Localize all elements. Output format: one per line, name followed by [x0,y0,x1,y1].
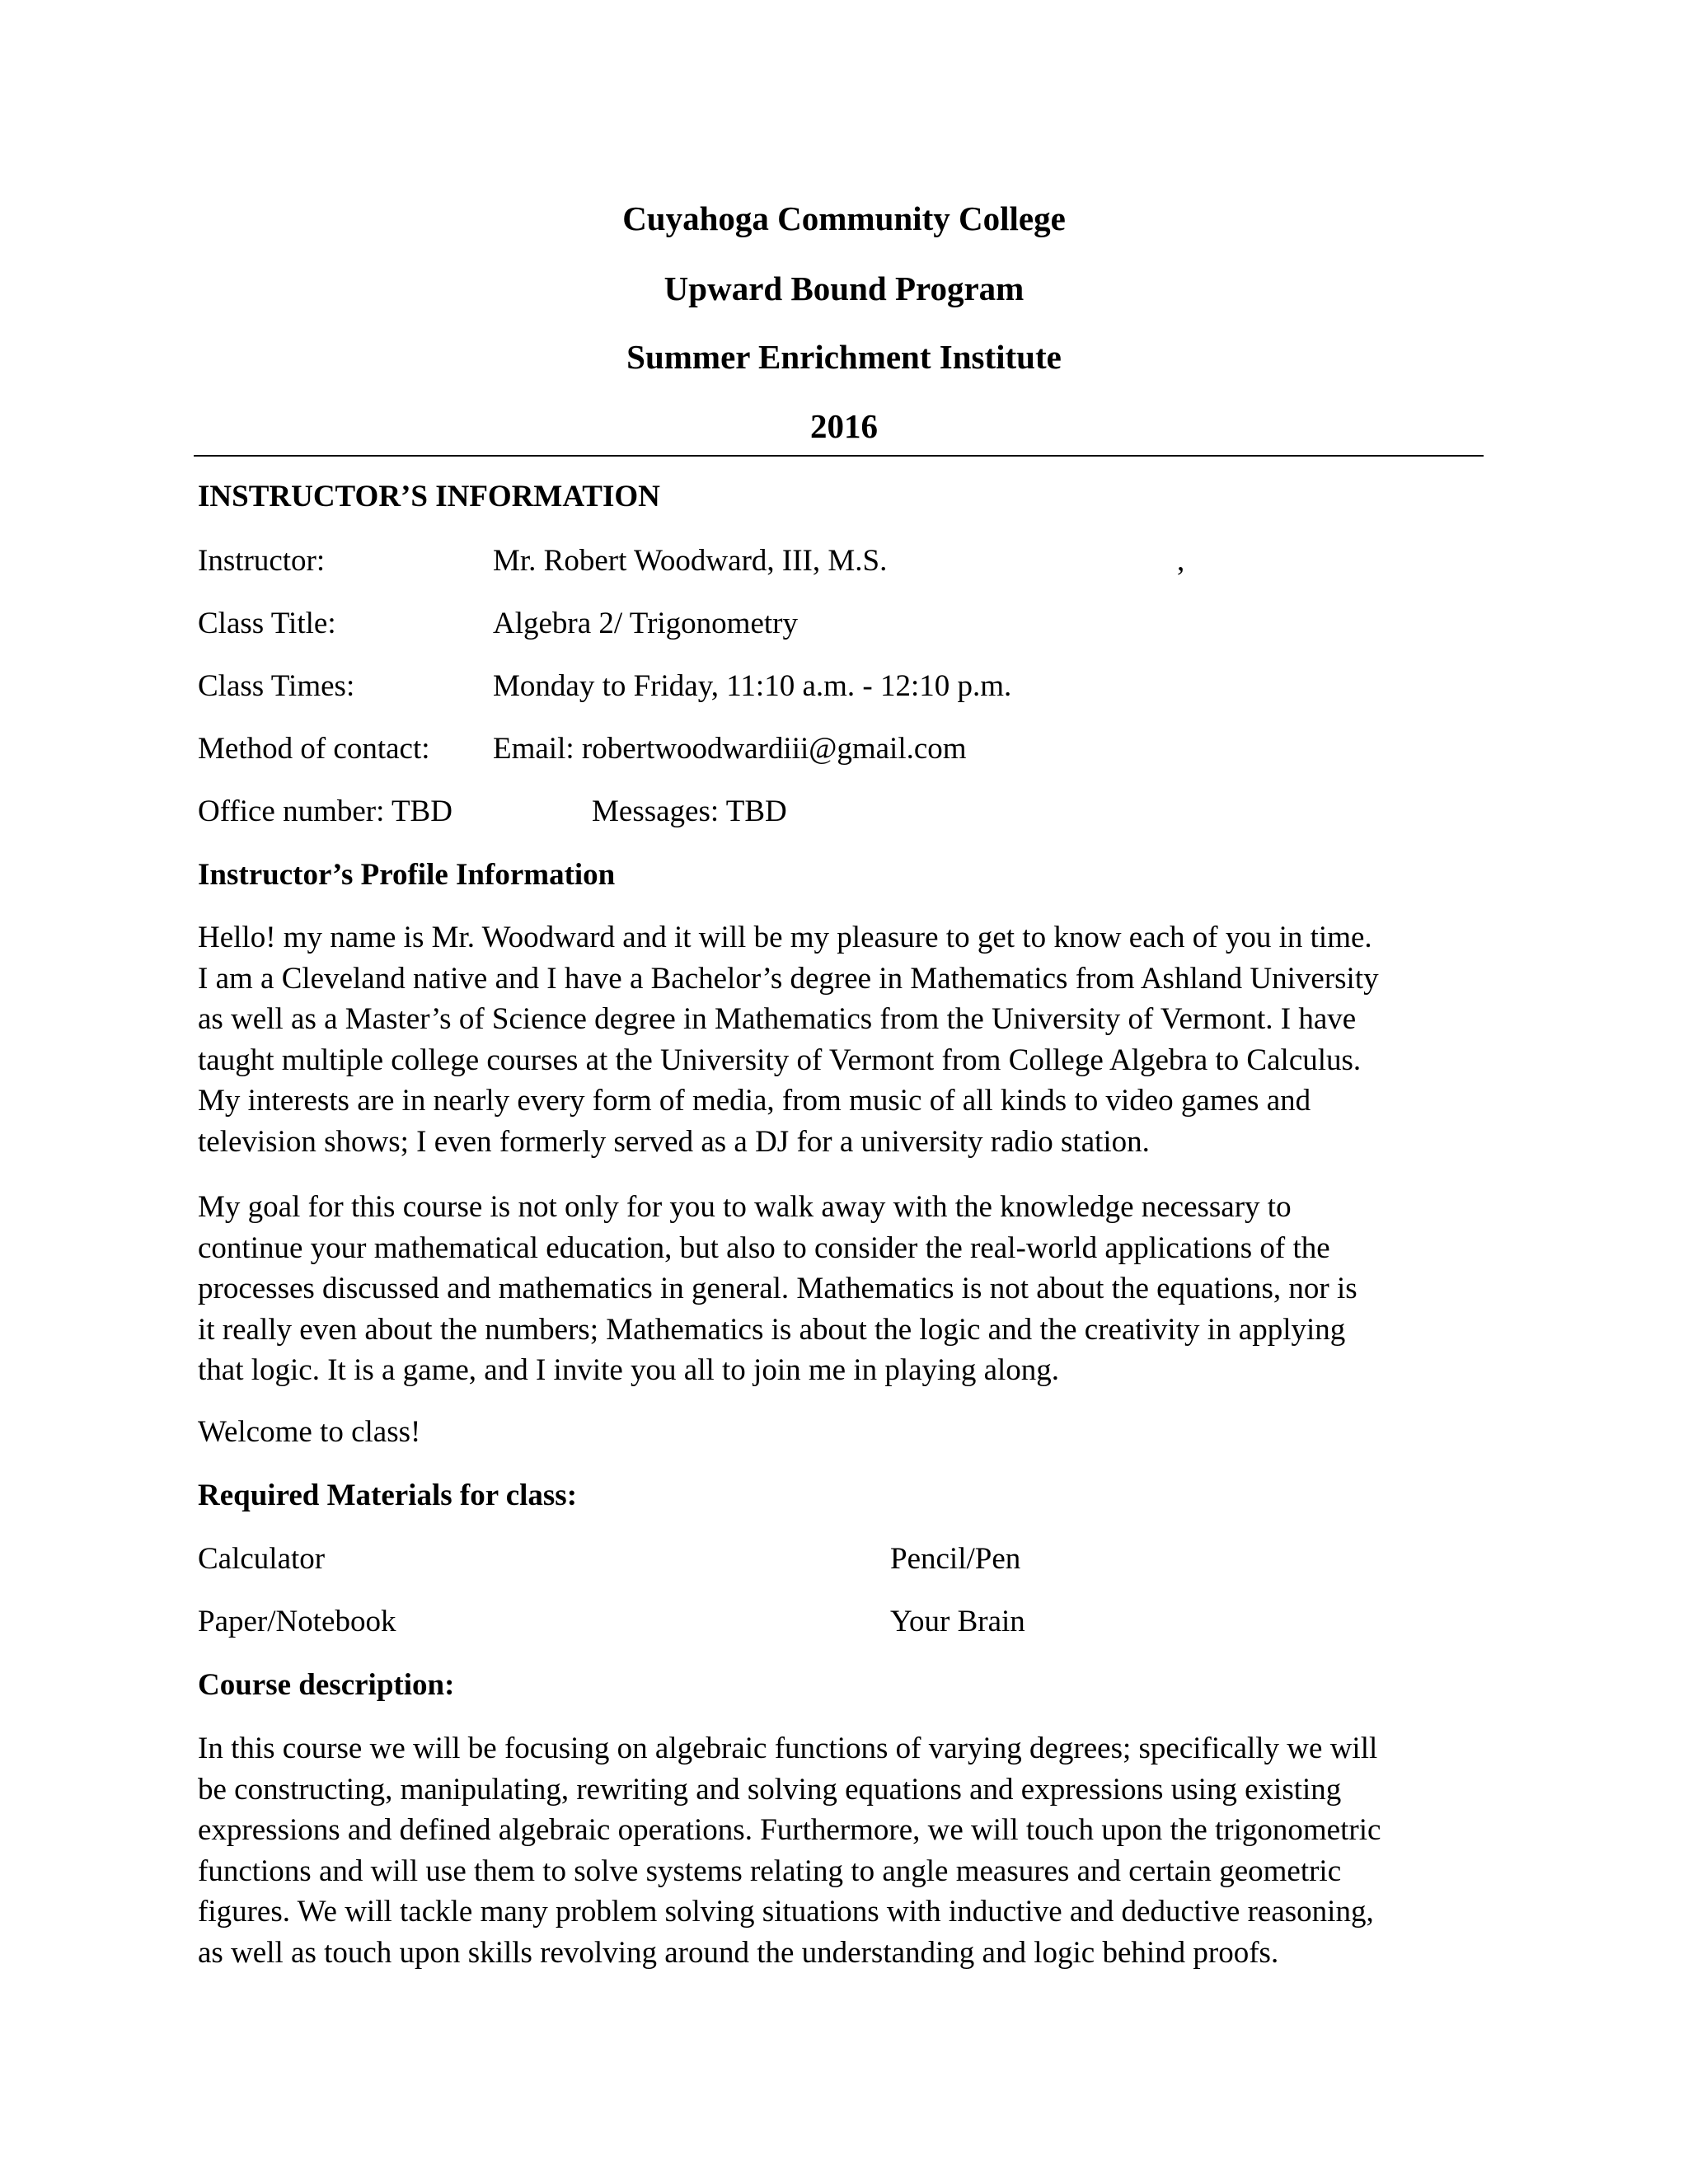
class-title-value: Algebra 2/ Trigonometry [493,607,798,640]
course-description-line: as well as touch upon skills revolving around the understanding and logic behind proofs. [198,1935,1279,1970]
material-item: Your Brain [890,1605,1025,1638]
profile-p2-line: it really even about the numbers; Mathematics is about the logic and the creativity in applying [198,1312,1346,1347]
profile-p2-line: that logic. It is a game, and I invite you all to join me in playing along. [198,1353,1060,1387]
instructor-value: Mr. Robert Woodward, III, M.S. [493,544,888,578]
institute-name: Summer Enrichment Institute [626,338,1062,376]
course-description-line: In this course we will be focusing on algebraic functions of varying degrees; specifically we will [198,1732,1378,1765]
profile-p1-line: My interests are in nearly every form of media, from music of all kinds to video games and [198,1084,1311,1118]
profile-p1-line: Hello! my name is Mr. Woodward and it will be my pleasure to get to know each of you in time. [198,921,1372,954]
profile-p1-line: television shows; I even formerly served as a DJ for a university radio station. [198,1124,1150,1159]
course-description-line: be constructing, manipulating, rewriting and solving equations and expressions using existing [198,1772,1342,1807]
course-description-line: expressions and defined algebraic operations. Furthermore, we will touch upon the trigonometric [198,1813,1381,1847]
contact-label: Method of contact: [198,732,430,766]
class-times-value: Monday to Friday, 11:10 a.m. - 12:10 p.m. [493,669,1012,703]
profile-p1-line: I am a Cleveland native and I have a Bachelor’s degree in Mathematics from Ashland University [198,961,1379,996]
materials-heading: Required Materials for class: [198,1479,578,1512]
messages: Messages: TBD [592,794,787,828]
program-name: Upward Bound Program [663,269,1025,307]
instructor-trailing-comma: , [1177,544,1185,578]
course-description-line: figures. We will tackle many problem solving situations with inductive and deductive reasoning, [198,1895,1374,1929]
course-description-paragraph [198,1728,1492,1973]
profile-p1-line: taught multiple college courses at the University of Vermont from College Algebra to Calculus. [198,1043,1362,1077]
profile-paragraph-2 [198,1187,1492,1391]
header-divider [194,455,1484,457]
college-name: Cuyahoga Community College [622,199,1066,237]
profile-paragraph-1 [198,917,1492,1162]
instructor-info-heading: INSTRUCTOR’S INFORMATION [198,480,660,513]
profile-p2-line: processes discussed and mathematics in general. Mathematics is not about the equations, nor is [198,1272,1357,1305]
class-title-label: Class Title: [198,607,336,640]
contact-value: Email: robertwoodwardiii@gmail.com [493,732,967,766]
profile-heading: Instructor’s Profile Information [198,858,616,892]
material-item: Calculator [198,1542,326,1576]
class-times-label: Class Times: [198,669,355,703]
course-description-heading: Course description: [198,1668,455,1702]
material-item: Pencil/Pen [890,1542,1021,1576]
profile-p2-line: My goal for this course is not only for you to walk away with the knowledge necessary to [198,1190,1292,1224]
welcome-line: Welcome to class! [198,1415,421,1449]
year: 2016 [810,407,878,445]
office-number: Office number: TBD [198,794,452,828]
material-item: Paper/Notebook [198,1605,396,1638]
profile-p1-line: as well as a Master’s of Science degree in Mathematics from the University of Vermont. I have [198,1002,1357,1036]
profile-p2-line: continue your mathematical education, but also to consider the real-world applications of the [198,1230,1330,1265]
instructor-label: Instructor: [198,544,326,578]
course-description-line: functions and will use them to solve systems relating to angle measures and certain geometric [198,1854,1342,1888]
